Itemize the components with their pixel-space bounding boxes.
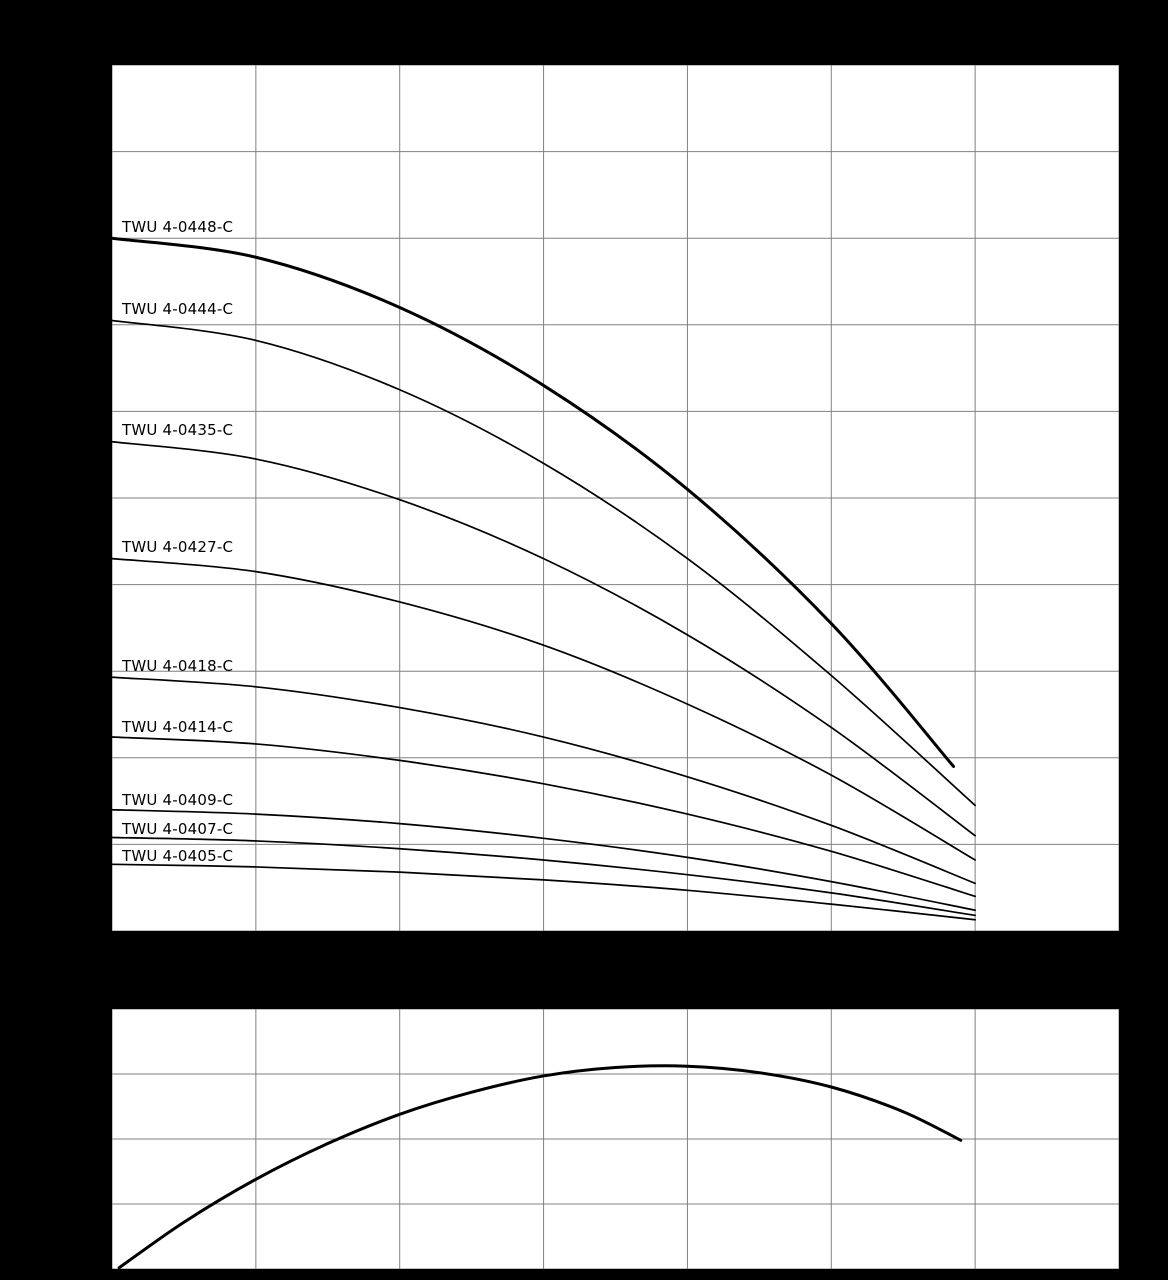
curve-label: TWU 4-0435-C (122, 421, 234, 440)
curve-power (119, 1066, 961, 1268)
curve-twu-4-0407-c (112, 837, 975, 915)
curve-label: TWU 4-0418-C (122, 656, 234, 675)
head-curves-panel (112, 65, 1119, 931)
curve-label: TWU 4-0444-C (122, 300, 234, 319)
curve-twu-4-0444-c (112, 320, 975, 805)
curve-label: TWU 4-0409-C (122, 791, 234, 810)
curve-label: TWU 4-0448-C (122, 217, 234, 236)
curve-label: TWU 4-0427-C (122, 538, 234, 557)
curve-twu-4-0418-c (112, 677, 975, 883)
curve-twu-4-0427-c (112, 559, 975, 860)
curve-label: TWU 4-0407-C (122, 819, 234, 838)
curve-label: TWU 4-0414-C (122, 717, 234, 736)
power-curve-group (112, 1009, 1119, 1269)
head-curve-group (112, 65, 1119, 931)
curve-twu-4-0448-c (112, 238, 954, 766)
curve-twu-4-0405-c (112, 864, 975, 919)
power-curve-panel (112, 1009, 1119, 1269)
curve-label: TWU 4-0405-C (122, 847, 234, 866)
curve-twu-4-0414-c (112, 737, 975, 896)
